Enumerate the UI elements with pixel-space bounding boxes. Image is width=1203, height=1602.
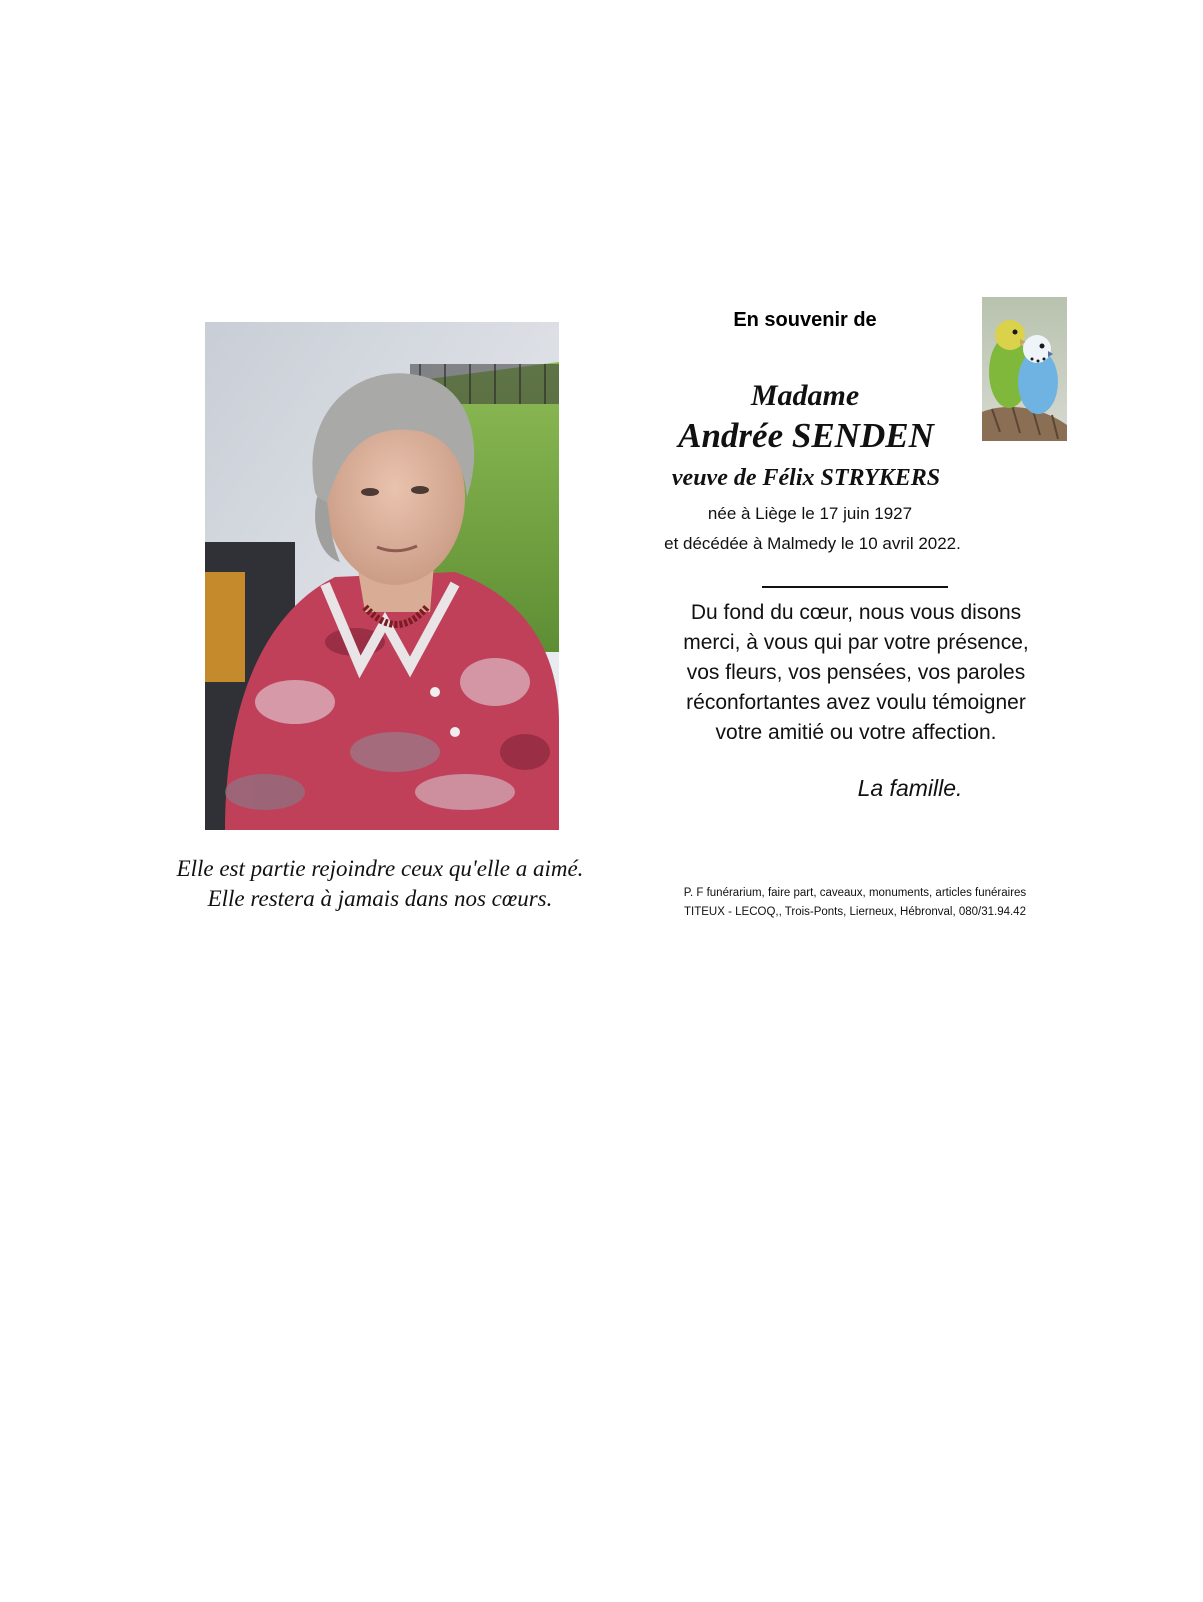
budgerigars-photo: [982, 297, 1067, 441]
widow-of: veuve de Félix STRYKERS: [671, 465, 941, 491]
message-line: votre amitié ou votre affection.: [715, 721, 997, 744]
deceased-name: Andrée SENDEN: [678, 416, 934, 455]
message-line: merci, à vous qui par votre présence,: [683, 631, 1029, 654]
death-line: et décédée à Malmedy le 10 avril 2022.: [664, 534, 961, 553]
birth-line: née à Liège le 17 juin 1927: [707, 504, 913, 523]
divider: [762, 586, 948, 588]
message-line: réconfortantes avez voulu témoigner: [686, 691, 1026, 714]
thank-you-message: [640, 598, 1072, 748]
honorific: Madame: [750, 379, 860, 412]
epitaph: [150, 854, 610, 914]
portrait-photo: [205, 322, 559, 830]
funeral-home-footer: [630, 884, 1080, 922]
header-label: En souvenir de: [733, 309, 877, 331]
signature: La famille.: [857, 775, 963, 801]
footer-line: P. F funérarium, faire part, caveaux, monuments, articles funéraires: [683, 887, 1027, 899]
epitaph-line: Elle restera à jamais dans nos cœurs.: [207, 886, 553, 911]
epitaph-line: Elle est partie rejoindre ceux qu'elle a aimé.: [176, 856, 584, 881]
footer-line: TITEUX - LECOQ,, Trois-Ponts, Lierneux, Hébronval, 080/31.94.42: [684, 906, 1026, 918]
message-line: vos fleurs, vos pensées, vos paroles: [686, 661, 1026, 684]
message-line: Du fond du cœur, nous vous disons: [690, 601, 1022, 624]
